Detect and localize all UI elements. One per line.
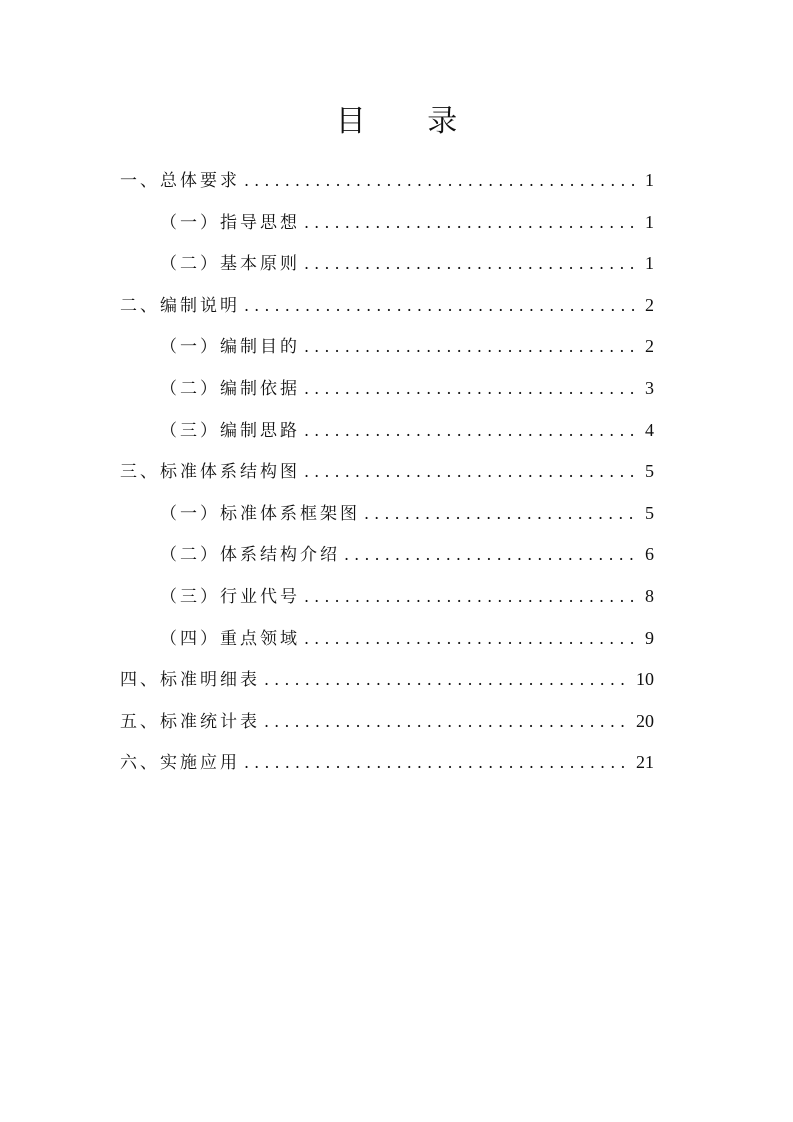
toc-leader-dots [304, 326, 638, 368]
toc-entry[interactable] [120, 243, 654, 285]
toc-entry-label: （一）指导思想 [160, 212, 300, 233]
toc-entry-label: （一）编制目的 [160, 337, 300, 358]
toc-page-number: 8 [645, 585, 654, 606]
toc-page-number: 6 [645, 544, 654, 565]
toc-page-number: 21 [636, 752, 654, 773]
toc-page-number: 9 [645, 627, 654, 648]
toc-entry[interactable] [120, 493, 654, 535]
toc-leader-dots [304, 202, 638, 244]
toc-entry-label: （三）编制思路 [160, 420, 300, 441]
toc-entry-label: （四）重点领域 [160, 628, 300, 649]
toc-entry[interactable] [120, 576, 654, 618]
page-title: 目 录 [335, 104, 484, 139]
toc-entry-label: 三、标准体系结构图 [120, 462, 300, 483]
toc-entry[interactable] [120, 202, 654, 244]
toc-entry[interactable] [120, 368, 654, 410]
toc-entry-label: （二）体系结构介绍 [160, 545, 340, 566]
toc-leader-dots [304, 243, 638, 285]
toc-leader-dots [264, 659, 630, 701]
toc-leader-dots [304, 368, 638, 410]
toc-page-number: 5 [645, 461, 654, 482]
toc-entry[interactable] [120, 451, 654, 493]
toc-entry-label: 一、总体要求 [120, 171, 240, 191]
toc-leader-dots [304, 451, 638, 493]
table-of-contents [120, 160, 654, 784]
toc-entry-label: （三）行业代号 [160, 586, 300, 607]
toc-entry-label: （二）基本原则 [160, 254, 300, 275]
toc-leader-dots [304, 410, 638, 452]
toc-leader-dots [244, 160, 638, 202]
toc-entry-label: （二）编制依据 [160, 378, 300, 399]
toc-page-number: 20 [636, 710, 654, 731]
toc-page-number: 3 [645, 377, 654, 398]
toc-entry[interactable] [120, 160, 654, 202]
toc-leader-dots [364, 493, 638, 535]
toc-entry[interactable] [120, 659, 654, 701]
toc-page-number: 1 [645, 211, 654, 232]
toc-entry[interactable] [120, 285, 654, 327]
toc-entry-label: 五、标准统计表 [120, 711, 260, 732]
toc-page-number: 5 [645, 502, 654, 523]
toc-entry[interactable] [120, 410, 654, 452]
toc-leader-dots [304, 618, 638, 660]
toc-page-number: 1 [645, 170, 654, 190]
toc-page-number: 4 [645, 419, 654, 440]
toc-entry[interactable] [120, 742, 654, 784]
toc-entry-label: 四、标准明细表 [120, 670, 260, 691]
toc-entry[interactable] [120, 701, 654, 743]
toc-page-number: 2 [645, 294, 654, 315]
toc-entry-label: （一）标准体系框架图 [160, 503, 360, 524]
toc-page-number: 2 [645, 336, 654, 357]
toc-leader-dots [264, 701, 630, 743]
toc-entry-label: 六、实施应用 [120, 753, 240, 774]
toc-leader-dots [344, 534, 638, 576]
toc-leader-dots [244, 285, 638, 327]
toc-entry-label: 二、编制说明 [120, 295, 240, 316]
toc-page-number: 1 [645, 253, 654, 274]
toc-entry[interactable] [120, 326, 654, 368]
toc-page-number: 10 [636, 669, 654, 690]
toc-leader-dots [244, 742, 630, 784]
toc-entry[interactable] [120, 618, 654, 660]
toc-leader-dots [304, 576, 638, 618]
toc-entry[interactable] [120, 534, 654, 576]
